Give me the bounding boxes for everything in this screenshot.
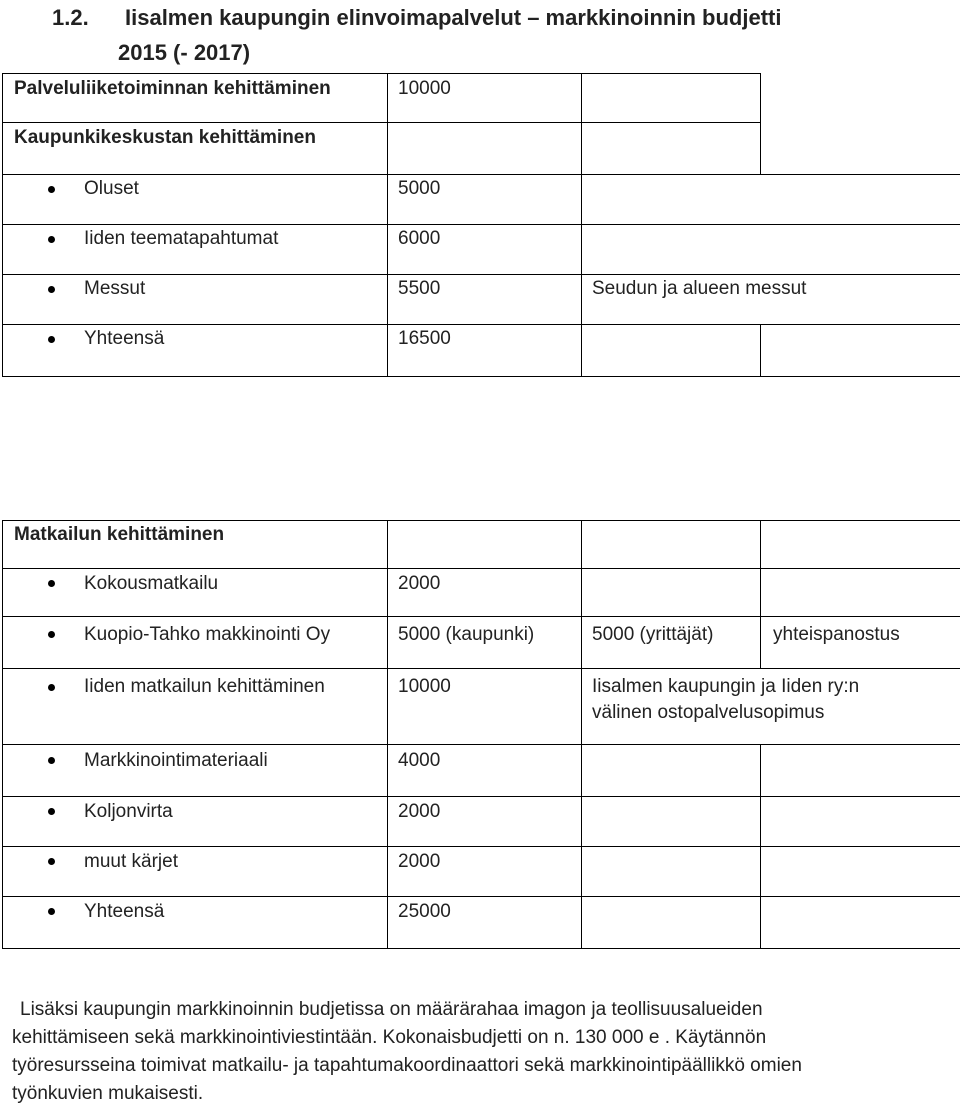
bullet-icon [48, 684, 55, 691]
bullet-icon [48, 236, 55, 243]
row-value: 2000 [398, 573, 441, 594]
row-note: 5000 (yrittäjät) [592, 624, 714, 645]
row-note: Iisalmen kaupungin ja Iiden ry:n [592, 676, 860, 697]
bullet-icon [48, 580, 55, 587]
row-value: 2000 [398, 851, 441, 872]
heading-number: 1.2. [52, 5, 89, 30]
bullet-icon [48, 757, 55, 764]
row-label-total: Yhteensä [84, 901, 165, 922]
row-value: 5000 (kaupunki) [398, 624, 535, 645]
row-note-continued: välinen ostopalvelusopimus [592, 702, 825, 723]
row-value: 6000 [398, 228, 441, 249]
row-label: Kokousmatkailu [84, 573, 219, 594]
row-value: 5000 [398, 178, 441, 199]
row-label: Markkinointimateriaali [84, 750, 268, 771]
bullet-icon [48, 908, 55, 915]
row-note-2: yhteispanostus [773, 624, 900, 645]
bullet-icon [48, 631, 55, 638]
footer-paragraph [12, 996, 942, 1108]
row-value-total: 16500 [398, 328, 451, 349]
row-label: Koljonvirta [84, 801, 173, 822]
footer-line: työnkuvien mukaisesti. [12, 1083, 204, 1104]
row-label: Kuopio-Tahko makkinointi Oy [84, 624, 331, 645]
footer-line: kehittämiseen sekä markkinointiviestintään. Kokonaisbudjetti on n. 130 000 e . Käytännön [12, 1027, 767, 1048]
bullet-icon [48, 336, 55, 343]
bullet-icon [48, 286, 55, 293]
section-title-matkailu: Matkailun kehittäminen [14, 524, 225, 545]
row-label: Iiden matkailun kehittäminen [84, 676, 325, 697]
row-value-total: 25000 [398, 901, 451, 922]
heading-title: Iisalmen kaupungin elinvoimapalvelut – markkinoinnin budjetti [125, 5, 782, 30]
row-label-total: Yhteensä [84, 328, 165, 349]
row-palveluliiketoiminta-value: 10000 [398, 78, 451, 99]
row-value: 4000 [398, 750, 441, 771]
footer-line: Lisäksi kaupungin markkinoinnin budjetissa on määrärahaa imagon ja teollisuusalueiden [20, 999, 763, 1020]
footer-line: työresursseina toimivat matkailu- ja tapahtumakoordinaattori sekä markkinointipäällikkö omien [12, 1055, 802, 1076]
row-label: muut kärjet [84, 851, 178, 872]
bullet-icon [48, 808, 55, 815]
row-value: 5500 [398, 278, 441, 299]
row-palveluliiketoiminta-label: Palveluliiketoiminnan kehittäminen [14, 78, 331, 99]
row-value: 10000 [398, 676, 451, 697]
row-note: Seudun ja alueen messut [592, 278, 807, 299]
row-value: 2000 [398, 801, 441, 822]
row-label: Oluset [84, 178, 139, 199]
row-label: Iiden teematapahtumat [84, 228, 279, 249]
section-title-kaupunkikeskusta: Kaupunkikeskustan kehittäminen [14, 127, 316, 148]
row-label: Messut [84, 278, 146, 299]
bullet-icon [48, 858, 55, 865]
heading-line-2: 2015 (- 2017) [118, 40, 251, 65]
bullet-icon [48, 186, 55, 193]
